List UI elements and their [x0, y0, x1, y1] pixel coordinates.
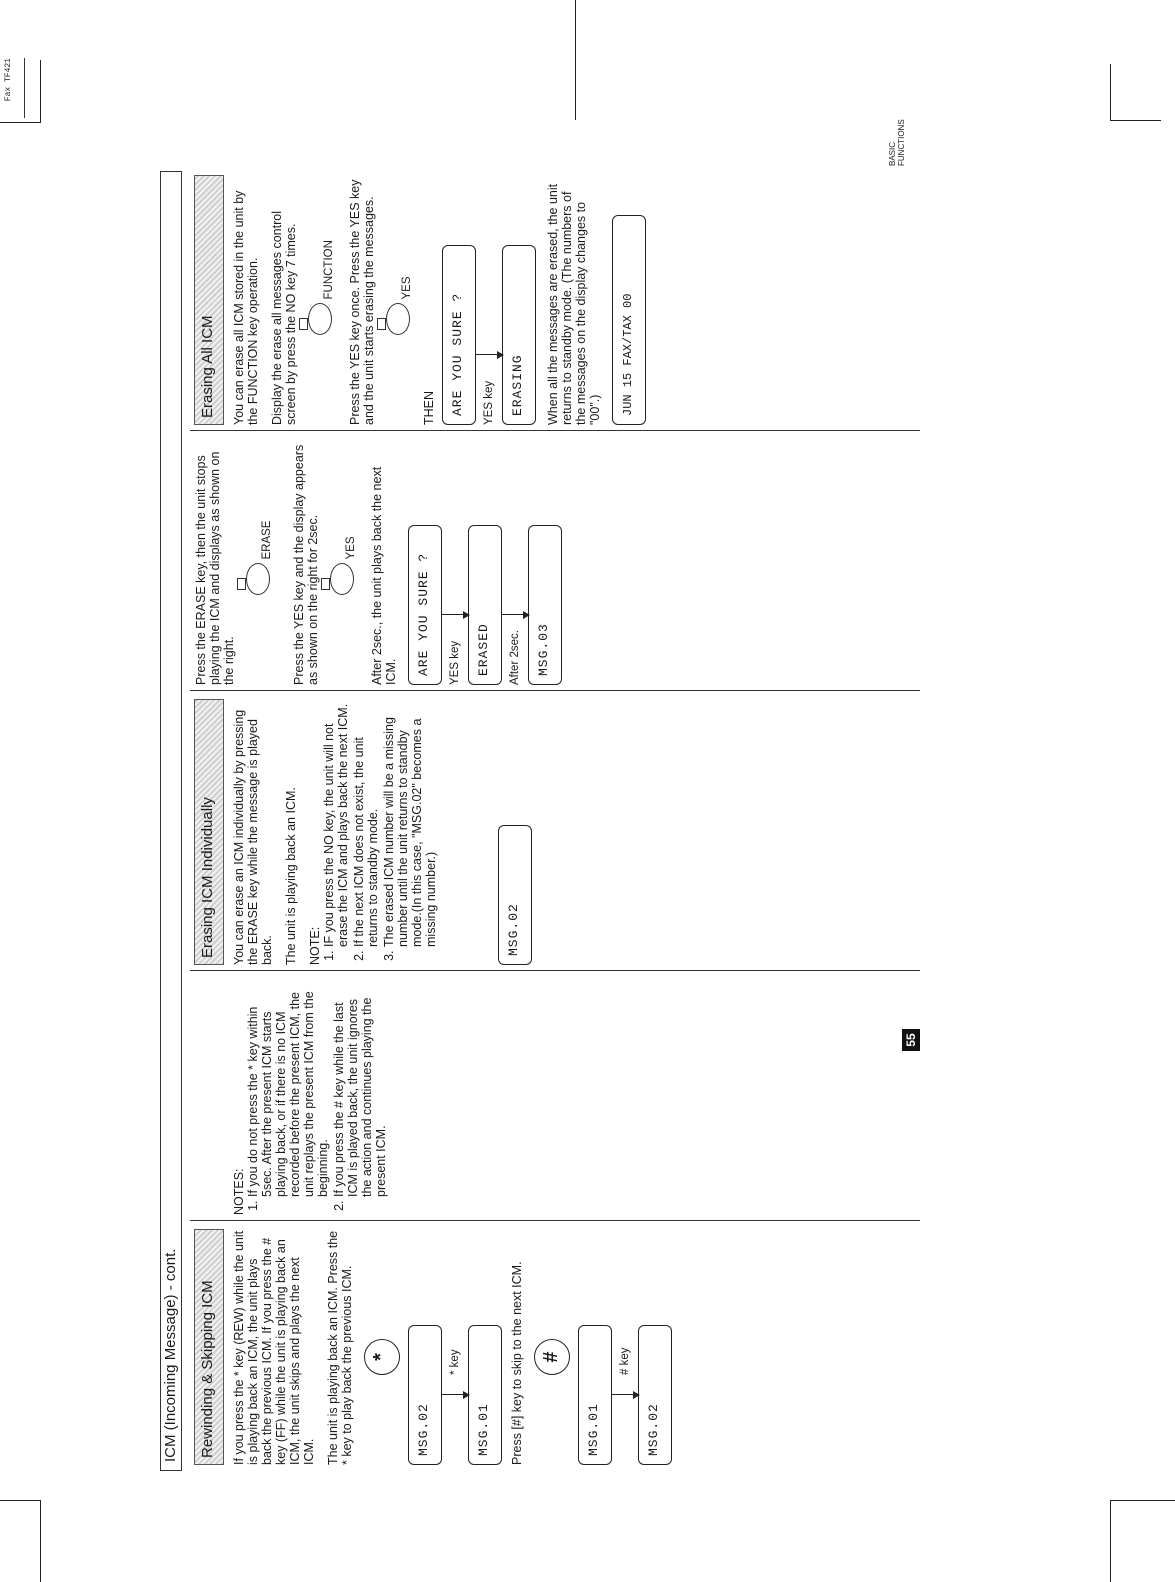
erase-key-icon: [246, 563, 270, 595]
yes-key-icon: [330, 563, 354, 595]
col-erase-all: Erasing All ICM You can erase all ICM stored in the unit by the FUNCTION key operation. Display the erase all messages control screen by press the NO key 7 times. FUNCTION Press the YES key once. Press the YES key and the unit starts erasing the messages. YES THEN ARE YOU SURE ? YES key ERASING When all the messages are erased, the unit returns to standby mode. (The numbers of the messages on the display changes to "00".) JUN 15 FAX/TAX 00: [194, 175, 646, 425]
paragraph: When all the messages are erased, the unit returns to standby mode. (The numbers of the messages on the display changes to "00".): [546, 183, 602, 425]
then-label: THEN: [422, 390, 436, 425]
lcd-display: MSG.02: [408, 1325, 442, 1465]
note-item: 2. If you press the # key while the last ICM is played back, the unit ignores the action and continues playing the present ICM.: [332, 979, 388, 1197]
arrow-icon: [612, 1394, 638, 1395]
page-number: 55: [902, 1029, 920, 1051]
yes-key-icon: [386, 303, 410, 335]
lcd-display: JUN 15 FAX/TAX 00: [612, 215, 646, 425]
divider-2: [190, 970, 920, 971]
col-erase-individual: [194, 699, 532, 965]
key-label: YES key: [449, 640, 461, 685]
col-notes: [232, 979, 390, 1215]
page-header: ICM (Incoming Message) - cont.: [160, 171, 182, 1471]
key-label: After 2sec.: [509, 630, 521, 685]
arrow-icon: [476, 354, 502, 355]
paragraph: The unit is playing back an ICM.: [284, 787, 298, 965]
function-key-icon: [308, 303, 332, 335]
section-title: Erasing All ICM: [194, 175, 224, 425]
paragraph: You can erase an ICM individually by pressing the ERASE key while the message is played back.: [232, 709, 274, 965]
paragraph: Press the YES key and the display appears as shown on the right for 2sec.: [292, 444, 320, 685]
paragraph: Display the erase all messages control screen by press the NO key 7 times.: [270, 211, 298, 425]
key-label: # key: [619, 1347, 631, 1375]
lcd-display: ARE YOU SURE ?: [408, 525, 442, 685]
paragraph: If you press the * key (REW) while the unit is playing back an ICM, the unit plays back the previous ICM. If you press the # key (FF) while the unit is playing back an ICM, the unit skips and plays the next ICM.: [232, 1230, 316, 1465]
paragraph: After 2sec., the unit plays back the next ICM.: [370, 466, 398, 685]
crop-mark-bottom-right: [1110, 1500, 1175, 1582]
arrow-icon: [442, 1394, 468, 1395]
crop-mark-bottom-left: [0, 1500, 41, 1582]
side-tag: Fax TF421: [4, 58, 25, 118]
crop-mark-top-right: [1110, 64, 1161, 121]
hash-key-icon: #: [534, 1339, 570, 1375]
note-item: 2. If the next ICM does not exist, the unit returns to standby mode.: [352, 699, 380, 947]
paragraph: The unit is playing back an ICM. Press the * key to play back the previous ICM.: [326, 1230, 354, 1465]
col-rewind-skip: [194, 1229, 672, 1465]
divider-4: [190, 430, 920, 431]
crop-mark-top-left: [0, 60, 41, 123]
lcd-display: MSG.01: [468, 1325, 502, 1465]
paragraph: Press the YES key once. Press the YES key and the unit starts erasing the messages.: [348, 179, 376, 425]
section-title: Erasing ICM Individually: [194, 699, 224, 965]
note-item: 1. IF you press the NO key, the unit will not erase the ICM and plays back the next ICM.: [322, 699, 350, 947]
top-rule: [575, 0, 577, 120]
paragraph: Press the ERASE key, then the unit stops playing the ICM and displays as shown on the right.: [194, 451, 236, 685]
arrow-icon: [442, 614, 468, 615]
paragraph: You can erase all ICM stored in the unit by the FUNCTION key operation.: [232, 190, 260, 425]
divider-3: [190, 690, 920, 691]
key-label: * key: [449, 1349, 461, 1375]
lcd-display: ARE YOU SURE ?: [442, 245, 476, 425]
arrow-icon: [502, 614, 528, 615]
lcd-display: MSG.01: [578, 1325, 612, 1465]
notes-title: NOTES:: [232, 1168, 246, 1215]
lcd-display: ERASED: [468, 525, 502, 685]
note-item: 1. If you do not press the * key within 5sec. After the present ICM starts playing back, or if there is no ICM recorded before the present ICM, the unit replays the present ICM from the beginning.: [246, 979, 330, 1197]
basic-functions-tag: BASIC FUNCTIONS: [888, 119, 906, 166]
paragraph: Press [#] key to skip to the next ICM.: [510, 1261, 524, 1465]
note-title: NOTE:: [308, 926, 322, 965]
rotated-page: [160, 119, 920, 1471]
star-key-icon: *: [364, 1339, 400, 1375]
section-title: Rewinding & Skipping ICM: [194, 1229, 224, 1465]
lcd-display: MSG.03: [528, 525, 562, 685]
lcd-display: MSG.02: [498, 825, 532, 965]
col-erase-steps: Press the ERASE key, then the unit stops playing the ICM and displays as shown on the right. ERASE Press the YES key and the display appears as shown on the right for 2sec. YES After 2sec., the unit plays back the next ICM. ARE YOU SURE ? YES key ERASED After 2sec. MSG.03: [194, 439, 562, 685]
lcd-display: MSG.02: [638, 1325, 672, 1465]
key-label: YES key: [483, 380, 495, 425]
lcd-display: ERASING: [502, 245, 536, 425]
note-item: 3. The erased ICM number will be a missing number until the unit returns to standby mode.(In this case, "MSG.02" becomes a missing number.): [382, 699, 438, 947]
divider-1: [190, 1220, 920, 1221]
